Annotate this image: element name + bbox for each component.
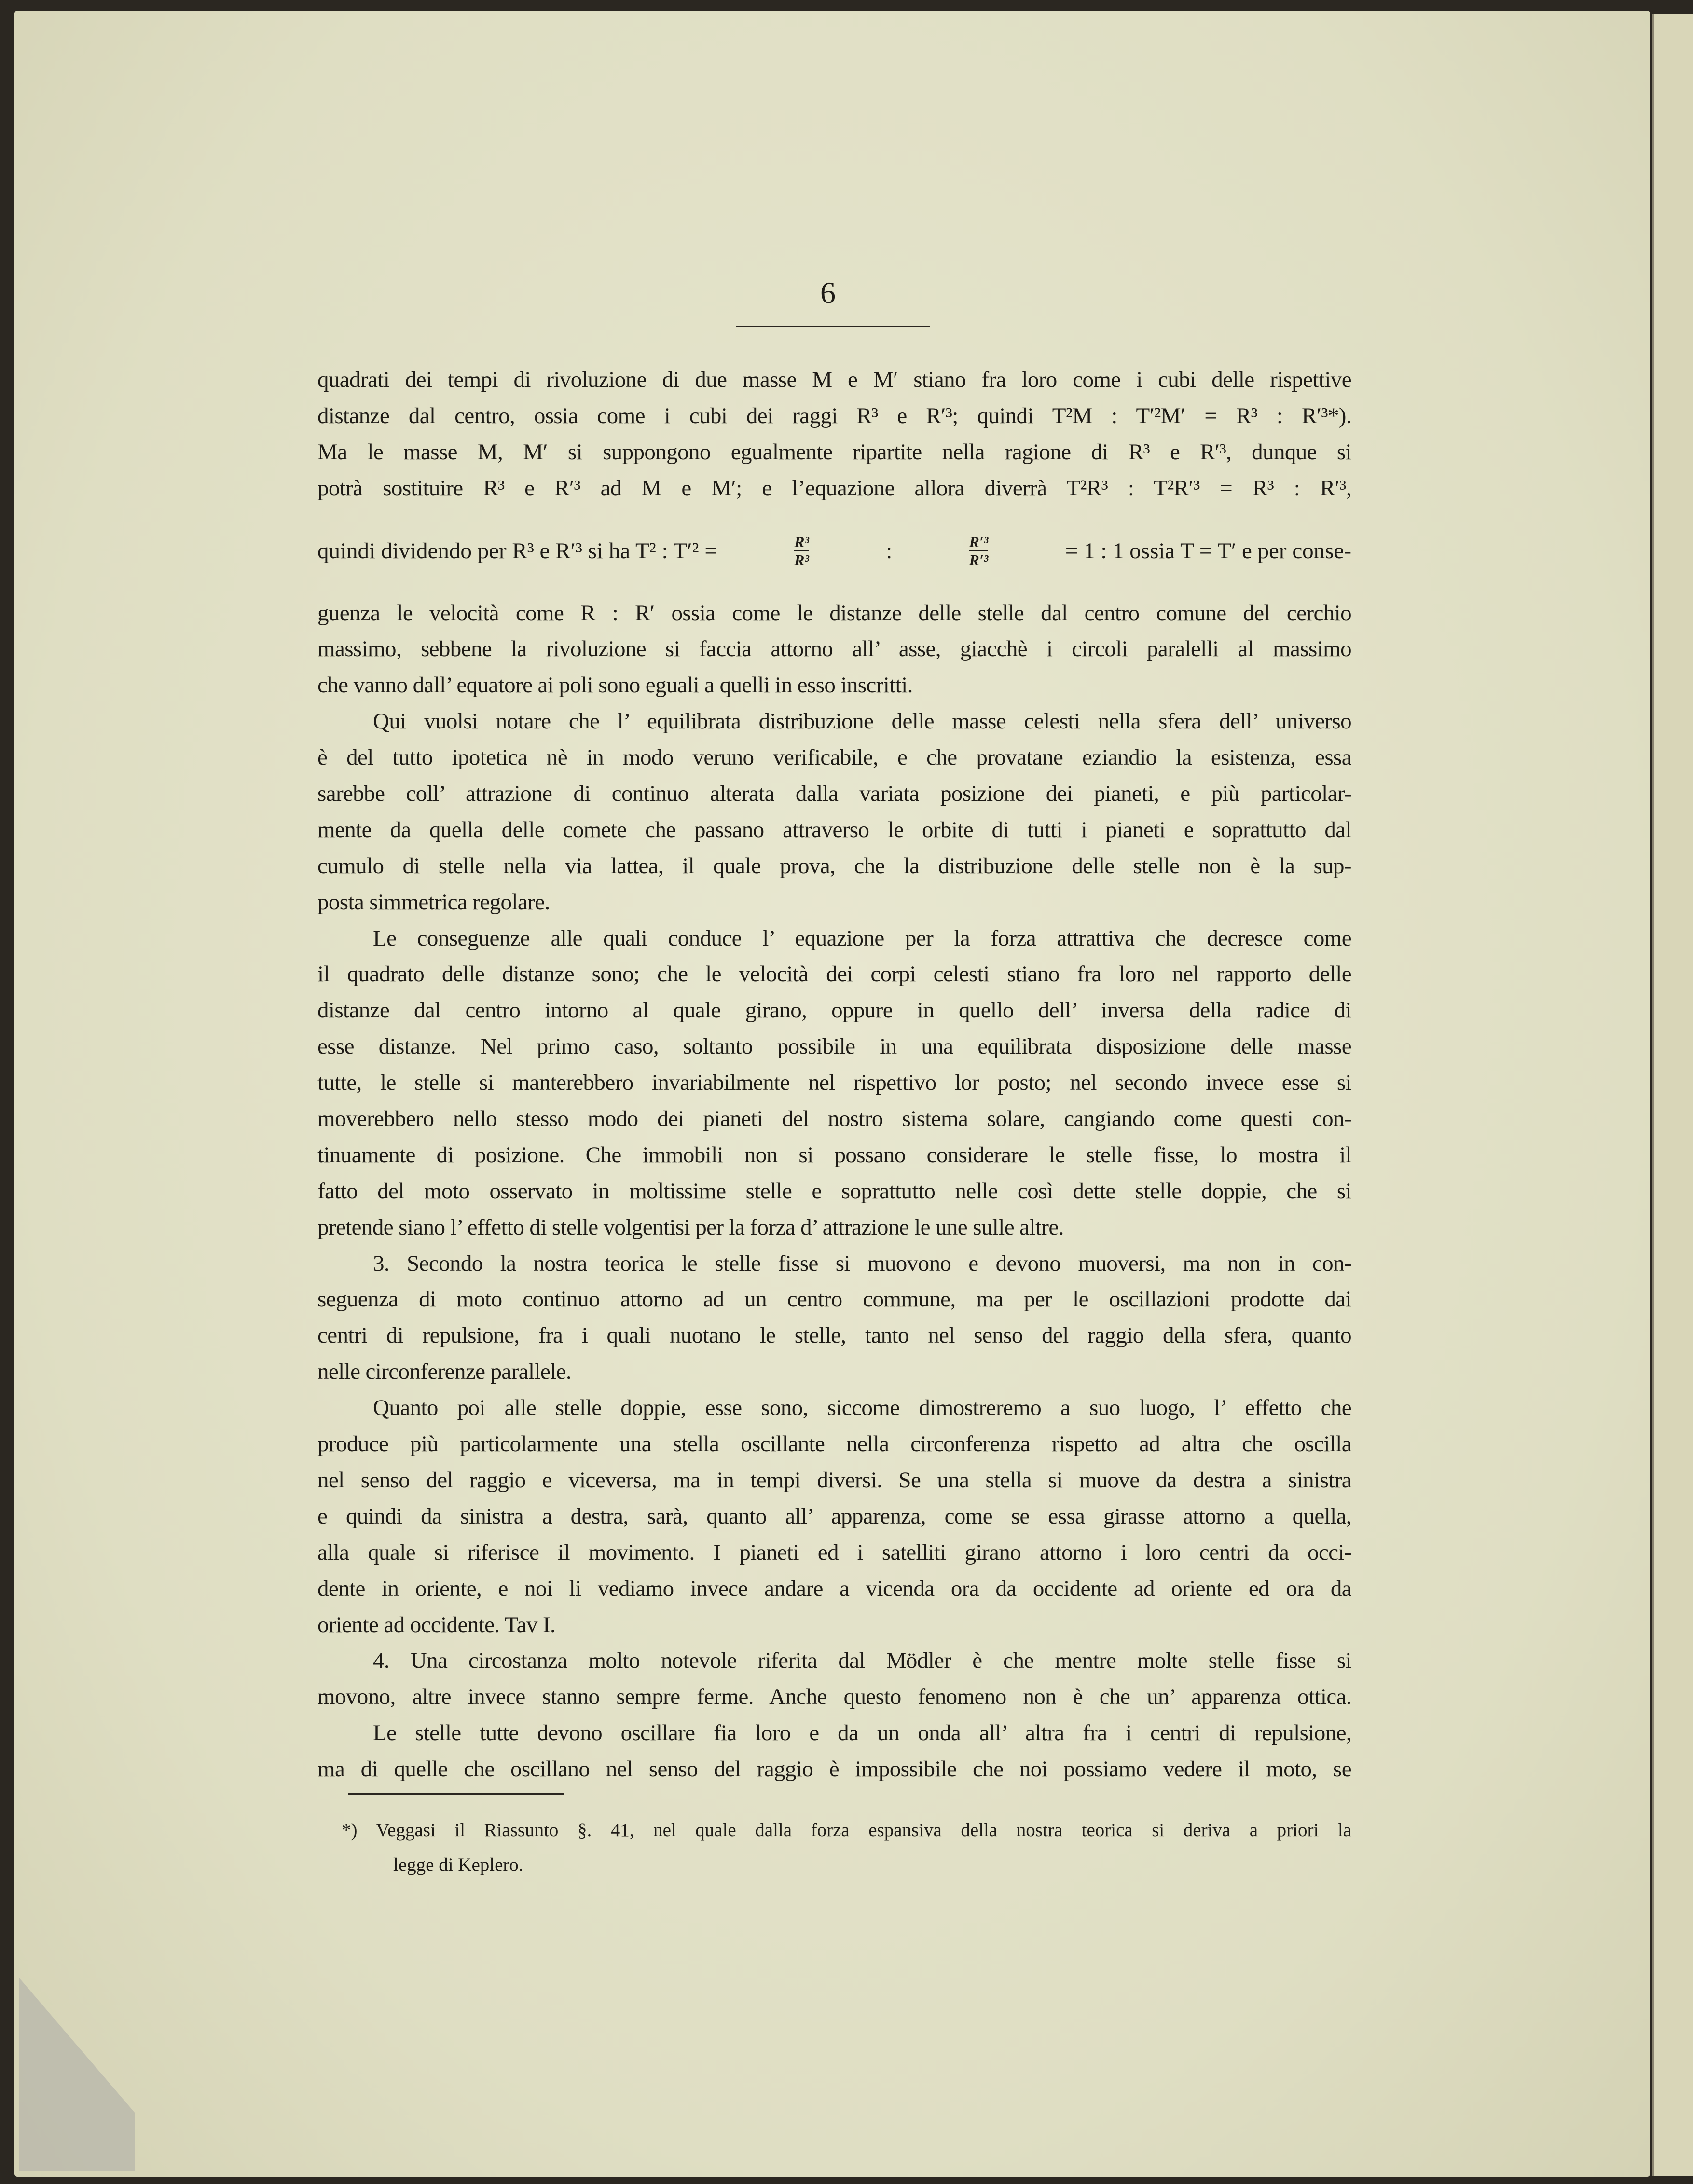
text-line: moverebbero nello stesso modo dei pianeti del nostro sistema solare, cangiando come questi con- [317, 1106, 1351, 1132]
text-line: seguenza di moto continuo attorno ad un centro commune, ma per le oscillazioni prodotte dai [317, 1287, 1351, 1312]
page-number: 6 [820, 275, 836, 310]
text-line: posta simmetrica regolare. [317, 889, 550, 915]
text-line: nelle circonferenze parallele. [317, 1359, 572, 1385]
fraction [969, 533, 989, 569]
text-line: Le conseguenze alle quali conduce l’ equazione per la forza attrattiva che decresce come [373, 925, 1351, 951]
text-line: 3. Secondo la nostra teorica le stelle fisse si muovono e devono muoversi, ma non in con- [373, 1250, 1351, 1276]
fraction [794, 533, 809, 569]
text-line: tinuamente di posizione. Che immobili non si possano considerare le stelle fisse, lo mostra il [317, 1142, 1351, 1168]
formula-text-before: quindi dividendo per R³ e R′³ si ha T² : T′² = [317, 538, 717, 563]
text-line: movono, altre invece stanno sempre ferme. Anche questo fenomeno non è che un’ apparenza ottica. [317, 1684, 1351, 1710]
text-line: esse distanze. Nel primo caso, soltanto possibile in una equilibrata disposizione delle masse [317, 1034, 1351, 1059]
text-line: Qui vuolsi notare che l’ equilibrata distribuzione delle masse celesti nella sfera dell’ universo [373, 709, 1351, 734]
text-line: il quadrato delle distanze sono; che le velocità dei corpi celesti stiano fra loro nel rapporto delle [317, 962, 1351, 987]
footnote-line: legge di Keplero. [393, 1854, 523, 1875]
text-line: distanze dal centro, ossia come i cubi dei raggi R³ e R′³; quindi T²M : T′²M′ = R³ : R′³*). [317, 403, 1351, 428]
text-line: e quindi da sinistra a destra, sarà, quanto all’ apparenza, come se essa girasse attorno a quella, [317, 1503, 1351, 1529]
text-line: tutte, le stelle si manterebbero invariabilmente nel rispettivo lor posto; nel secondo invece esse si [317, 1070, 1351, 1096]
text-line: Le stelle tutte devono oscillare fia loro e da un onda all’ altra fra i centri di repulsione, [373, 1720, 1351, 1746]
text-line: nel senso del raggio e viceversa, ma in tempi diversi. Se una stella si muove da destra a sinistra [317, 1467, 1351, 1493]
text-line: mente da quella delle comete che passano attraverso le orbite di tutti i pianeti e soprattutto dal [317, 817, 1351, 842]
adjacent-page-edge [1652, 14, 1693, 2176]
text-line: pretende siano l’ effetto di stelle volgentisi per la forza d’ attrazione le une sulle altre. [317, 1214, 1064, 1240]
footnote [342, 1813, 1351, 1882]
fraction-numerator: R³ [794, 533, 810, 550]
text-line: Ma le masse M, M′ si suppongono egualmente ripartite nella ragione di R³ e R′³, dunque si [317, 439, 1351, 465]
ratio-colon: : [886, 538, 893, 563]
text-line: che vanno dall’ equatore ai poli sono eguali a quelli in esso inscritti. [317, 673, 913, 698]
footnote-line: *) Veggasi il Riassunto §. 41, nel quale dalla forza espansiva della nostra teorica si deriva a priori la [342, 1820, 1351, 1841]
text-line: ma di quelle che oscillano nel senso del raggio è impossibile che noi possiamo vedere il moto, se [317, 1757, 1351, 1782]
text-line: centri di repulsione, fra i quali nuotano le stelle, tanto nel senso del raggio della sfera, quanto [317, 1323, 1351, 1348]
formula-line [317, 507, 1351, 595]
text-line: produce più particolarmente una stella oscillante nella circonferenza rispetto ad altra che oscilla [317, 1431, 1351, 1457]
body-text [317, 362, 1351, 1787]
fraction-denominator: R³ [794, 551, 810, 569]
text-line: distanze dal centro intorno al quale girano, oppure in quello dell’ inversa della radice di [317, 998, 1351, 1023]
text-line: sarebbe coll’ attrazione di continuo alterata dalla variata posizione dei pianeti, e più particolar- [317, 781, 1351, 807]
text-line: alla quale si riferisce il movimento. I pianeti ed i satelliti girano attorno i loro centri da occi- [317, 1539, 1351, 1565]
text-line: quadrati dei tempi di rivoluzione di due masse M e M′ stiano fra loro come i cubi delle rispettive [317, 367, 1351, 392]
formula-text-after: = 1 : 1 ossia T = T′ e per conse- [1065, 538, 1351, 563]
text-line: 4. Una circostanza molto notevole riferita dal Mödler è che mentre molte stelle fisse si [373, 1648, 1351, 1674]
text-line: dente in oriente, e noi li vediamo invece andare a vicenda ora da occidente ad oriente ed ora da [317, 1576, 1351, 1601]
text-line: oriente ad occidente. Tav I. [317, 1612, 556, 1637]
footnote-rule [348, 1793, 564, 1795]
text-line: cumulo di stelle nella via lattea, il quale prova, che la distribuzione delle stelle non è la sup- [317, 853, 1351, 879]
text-line: è del tutto ipotetica nè in modo veruno verificabile, e che provatane eziandio la esistenza, essa [317, 745, 1351, 770]
text-line: fatto del moto osservato in moltissime stelle e soprattutto nelle così dette stelle doppie, che si [317, 1178, 1351, 1204]
header-rule [736, 326, 930, 327]
fraction-denominator: R′³ [969, 551, 989, 569]
text-line: guenza le velocità come R : R′ ossia come le distanze delle stelle dal centro comune del cerchio [317, 600, 1351, 626]
text-line: Quanto poi alle stelle doppie, esse sono, siccome dimostreremo a suo luogo, l’ effetto che [373, 1395, 1351, 1421]
text-line: massimo, sebbene la rivoluzione si faccia attorno all’ asse, giacchè i circoli paralelli al massimo [317, 636, 1351, 662]
fraction-numerator: R′³ [969, 533, 989, 550]
text-line: potrà sostituire R³ e R′³ ad M e M′; e l’equazione allora diverrà T²R³ : T²R′³ = R³ : R′³, [317, 475, 1351, 501]
